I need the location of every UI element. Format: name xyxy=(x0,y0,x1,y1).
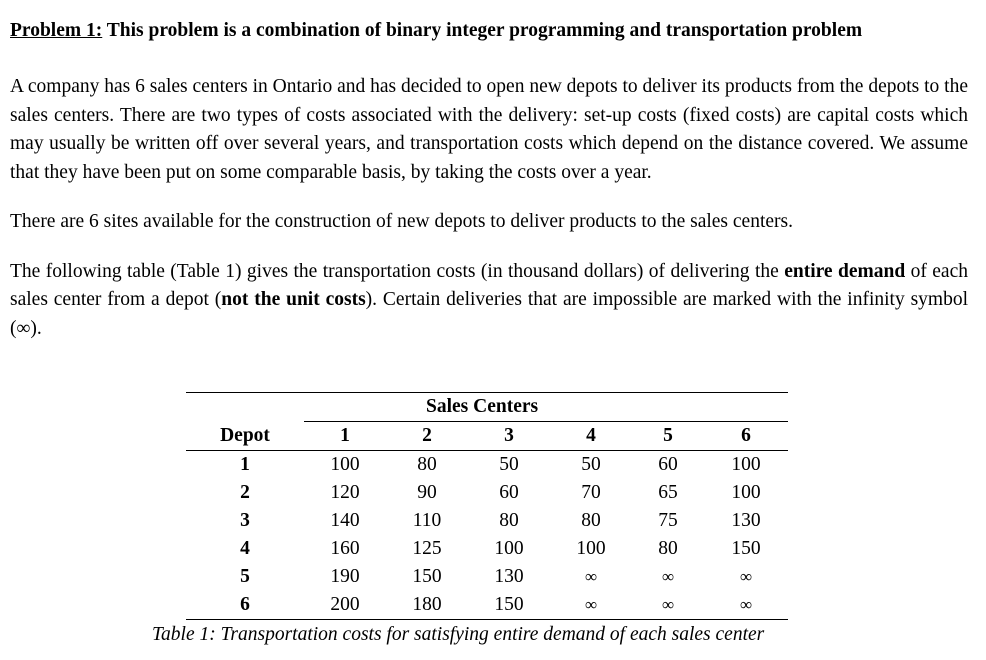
cost-cell: 100 xyxy=(731,482,761,503)
center-header-3: 3 xyxy=(468,422,550,451)
transportation-cost-table xyxy=(186,392,788,620)
cost-cell: 80 xyxy=(581,510,601,531)
p3-bold-entire-demand: entire demand xyxy=(784,260,906,282)
cost-cell: 65 xyxy=(658,482,678,503)
paragraph-sites: There are 6 sites available for the construction of new depots to deliver products to the sales centers. xyxy=(10,211,793,232)
cost-cell: 90 xyxy=(417,482,437,503)
problem-heading xyxy=(10,18,968,44)
cost-cell: 150 xyxy=(468,591,550,620)
cost-cell: 60 xyxy=(499,482,519,503)
cost-cell: 60 xyxy=(658,454,678,475)
infinity-cell: ∞ xyxy=(739,567,753,586)
cost-cell: 80 xyxy=(658,538,678,559)
cost-cell: 150 xyxy=(412,566,442,587)
infinity-cell: ∞ xyxy=(584,567,598,586)
depot-header: Depot xyxy=(186,422,304,451)
center-header-6: 6 xyxy=(704,422,788,451)
paragraph-intro: A company has 6 sales centers in Ontario and has decided to open new depots to deliver its products from the depots to the sales centers. There are two types of costs associated with the delivery: set-up costs (fixed costs) are capital costs which may usually be written off over several years, and transportation costs which depend on the distance covered. We assume that they have been put on some comparable basis, by taking the costs over a year. xyxy=(10,76,968,183)
cost-cell: 100 xyxy=(494,538,524,559)
infinity-cell: ∞ xyxy=(632,591,704,620)
p3-text-a: The following table (Table 1) gives the transportation costs (in thousand dollars) of delivering the xyxy=(10,260,785,282)
depot-label: 1 xyxy=(240,454,250,475)
depot-label: 2 xyxy=(240,482,250,503)
depot-label: 6 xyxy=(186,591,304,620)
cost-cell: 75 xyxy=(658,510,678,531)
cost-table-wrapper xyxy=(186,392,788,620)
cost-cell: 125 xyxy=(412,538,442,559)
cost-cell: 140 xyxy=(330,510,360,531)
cost-cell: 160 xyxy=(330,538,360,559)
problem-label: Problem 1: xyxy=(10,20,103,41)
document-page xyxy=(10,18,968,343)
cost-cell: 110 xyxy=(412,510,442,531)
p3-text-c: of each sales center from a depot ( xyxy=(10,260,968,310)
infinity-cell: ∞ xyxy=(550,591,632,620)
table-row xyxy=(186,535,788,563)
center-header-4: 4 xyxy=(550,422,632,451)
table-row xyxy=(186,479,788,507)
depot-label: 3 xyxy=(240,510,250,531)
cost-cell: 50 xyxy=(499,454,519,475)
table-row xyxy=(186,563,788,591)
infinity-cell: ∞ xyxy=(661,567,675,586)
cost-cell: 80 xyxy=(417,454,437,475)
center-header-1: 1 xyxy=(304,422,386,451)
group-header-row xyxy=(186,393,788,422)
cost-cell: 130 xyxy=(494,566,524,587)
table-caption: Table 1: Transportation costs for satisfying entire demand of each sales center xyxy=(152,624,765,645)
cost-cell: 150 xyxy=(731,538,761,559)
p3-text-e: ). Certain deliveries that are impossible are marked with the infinity symbol (∞). xyxy=(10,289,968,339)
table-row xyxy=(186,451,788,480)
cost-cell: 100 xyxy=(330,454,360,475)
p3-bold-not-unit-costs: not the unit costs xyxy=(221,289,366,310)
cost-cell: 130 xyxy=(731,510,761,531)
center-header-2: 2 xyxy=(386,422,468,451)
depot-label: 4 xyxy=(240,538,250,559)
paragraph-table-intro xyxy=(10,258,968,344)
table-row xyxy=(186,507,788,535)
sales-centers-header: Sales Centers xyxy=(426,396,539,417)
center-header-5: 5 xyxy=(632,422,704,451)
cost-cell: 50 xyxy=(581,454,601,475)
infinity-cell: ∞ xyxy=(704,591,788,620)
cost-cell: 190 xyxy=(330,566,360,587)
depot-label: 5 xyxy=(240,566,250,587)
cost-cell: 180 xyxy=(386,591,468,620)
cost-cell: 100 xyxy=(576,538,606,559)
cost-cell: 200 xyxy=(304,591,386,620)
cost-cell: 70 xyxy=(581,482,601,503)
cost-cell: 100 xyxy=(731,454,761,475)
table-row xyxy=(186,591,788,620)
column-header-row xyxy=(186,422,788,451)
cost-cell: 120 xyxy=(330,482,360,503)
cost-cell: 80 xyxy=(499,510,519,531)
problem-title: This problem is a combination of binary integer programming and transportation problem xyxy=(102,20,863,41)
